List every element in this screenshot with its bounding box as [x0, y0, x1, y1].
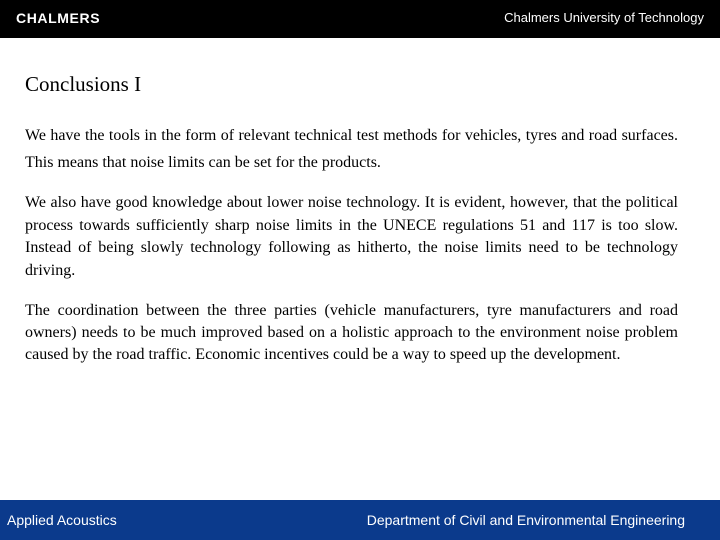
paragraph-1: We have the tools in the form of relevant technical test methods for vehicles, tyres and road surfaces. This means that noise limits can be set for the products. [25, 127, 678, 171]
slide-content [25, 70, 678, 384]
chalmers-logo: CHALMERS [16, 10, 101, 26]
footer-bar [0, 500, 720, 540]
footer-department-right: Department of Civil and Environmental Engineering [366, 512, 685, 528]
footer-department-left: Applied Acoustics [7, 512, 117, 528]
paragraph-2: We also have good knowledge about lower noise technology. It is evident, however, that the political process towards sufficiently sharp noise limits in the UNECE regulations 51 and 117 is too slow. Instead of being slowly technology following as hitherto, the noise limits need to be technology driving. [25, 194, 678, 279]
header-bar [0, 0, 720, 38]
slide-title: Conclusions I [25, 72, 142, 96]
paragraph-3: The coordination between the three parties (vehicle manufacturers, tyre manufacturers and road owners) needs to be much improved based on a holistic approach to the environment noise problem caused by the road traffic. Economic incentives could be a way to speed up the development. [25, 302, 678, 363]
institution-name: Chalmers University of Technology [504, 10, 704, 25]
